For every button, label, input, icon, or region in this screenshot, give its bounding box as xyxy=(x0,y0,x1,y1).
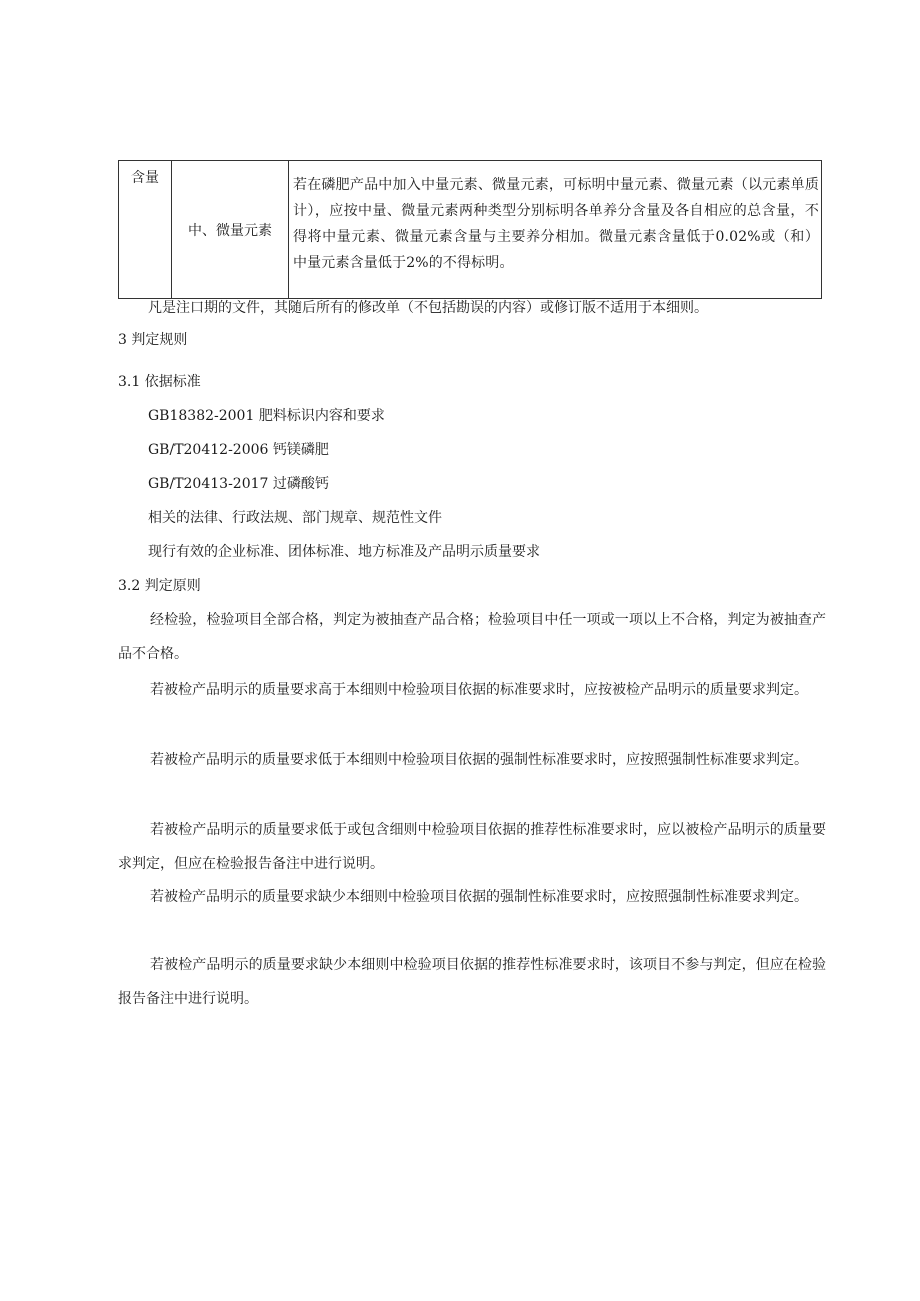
category-label: 含量 xyxy=(131,170,159,186)
table-row xyxy=(119,161,822,299)
section-3-2-heading: 3.2 判定原则 xyxy=(118,578,201,594)
principle-paragraph: 若被检产品明示的质量要求低于或包含细则中检验项目依据的推荐性标准要求时，应以被检产品明示的质量要求判定，但应在检验报告备注中进行说明。 xyxy=(118,822,826,872)
scope-note: 凡是注口期的文件，其随后所有的修改单（不包括勘误的内容）或修订版不适用于本细则。 xyxy=(148,300,708,316)
principle-paragraph: 若被检产品明示的质量要求缺少本细则中检验项目依据的强制性标准要求时，应按照强制性标准要求判定。 xyxy=(150,889,808,905)
table-cell-item: 中、微量元素 xyxy=(172,161,289,299)
principle-paragraph: 若被检产品明示的质量要求高于本细则中检验项目依据的标准要求时，应按被检产品明示的质量要求判定。 xyxy=(150,682,808,698)
table-cell-requirement xyxy=(289,161,822,299)
table-cell-category xyxy=(119,161,172,299)
principle-paragraph: 经检验，检验项目全部合格，判定为被抽查产品合格；检验项目中任一项或一项以上不合格，判定为被抽查产品不合格。 xyxy=(118,612,826,662)
standard-item: GB18382-2001 肥料标识内容和要求 xyxy=(148,408,385,424)
requirement-text: 若在磷肥产品中加入中量元素、微量元素，可标明中量元素、微量元素（以元素单质计），应按中量、微量元素两种类型分别标明各单养分含量及各自相应的总含量，不得将中量元素、微量元素含量与主要养分相加。微量元素含量低于0.02%或（和）中量元素含量低于2%的不得标明。 xyxy=(293,177,819,271)
section-3-heading: 3 判定规则 xyxy=(118,332,188,348)
principle-paragraph: 若被检产品明示的质量要求低于本细则中检验项目依据的强制性标准要求时，应按照强制性标准要求判定。 xyxy=(150,752,808,768)
principle-paragraph: 若被检产品明示的质量要求缺少本细则中检验项目依据的推荐性标准要求时，该项目不参与判定，但应在检验报告备注中进行说明。 xyxy=(118,957,826,1007)
section-3-1-heading: 3.1 依据标准 xyxy=(118,374,201,390)
standard-item: 现行有效的企业标准、团体标准、地方标准及产品明示质量要求 xyxy=(148,544,540,560)
standard-item: GB/T20413-2017 过磷酸钙 xyxy=(148,476,329,492)
standard-item: GB/T20412-2006 钙镁磷肥 xyxy=(148,442,329,458)
requirements-table xyxy=(118,160,822,299)
standard-item: 相关的法律、行政法规、部门规章、规范性文件 xyxy=(148,510,442,526)
